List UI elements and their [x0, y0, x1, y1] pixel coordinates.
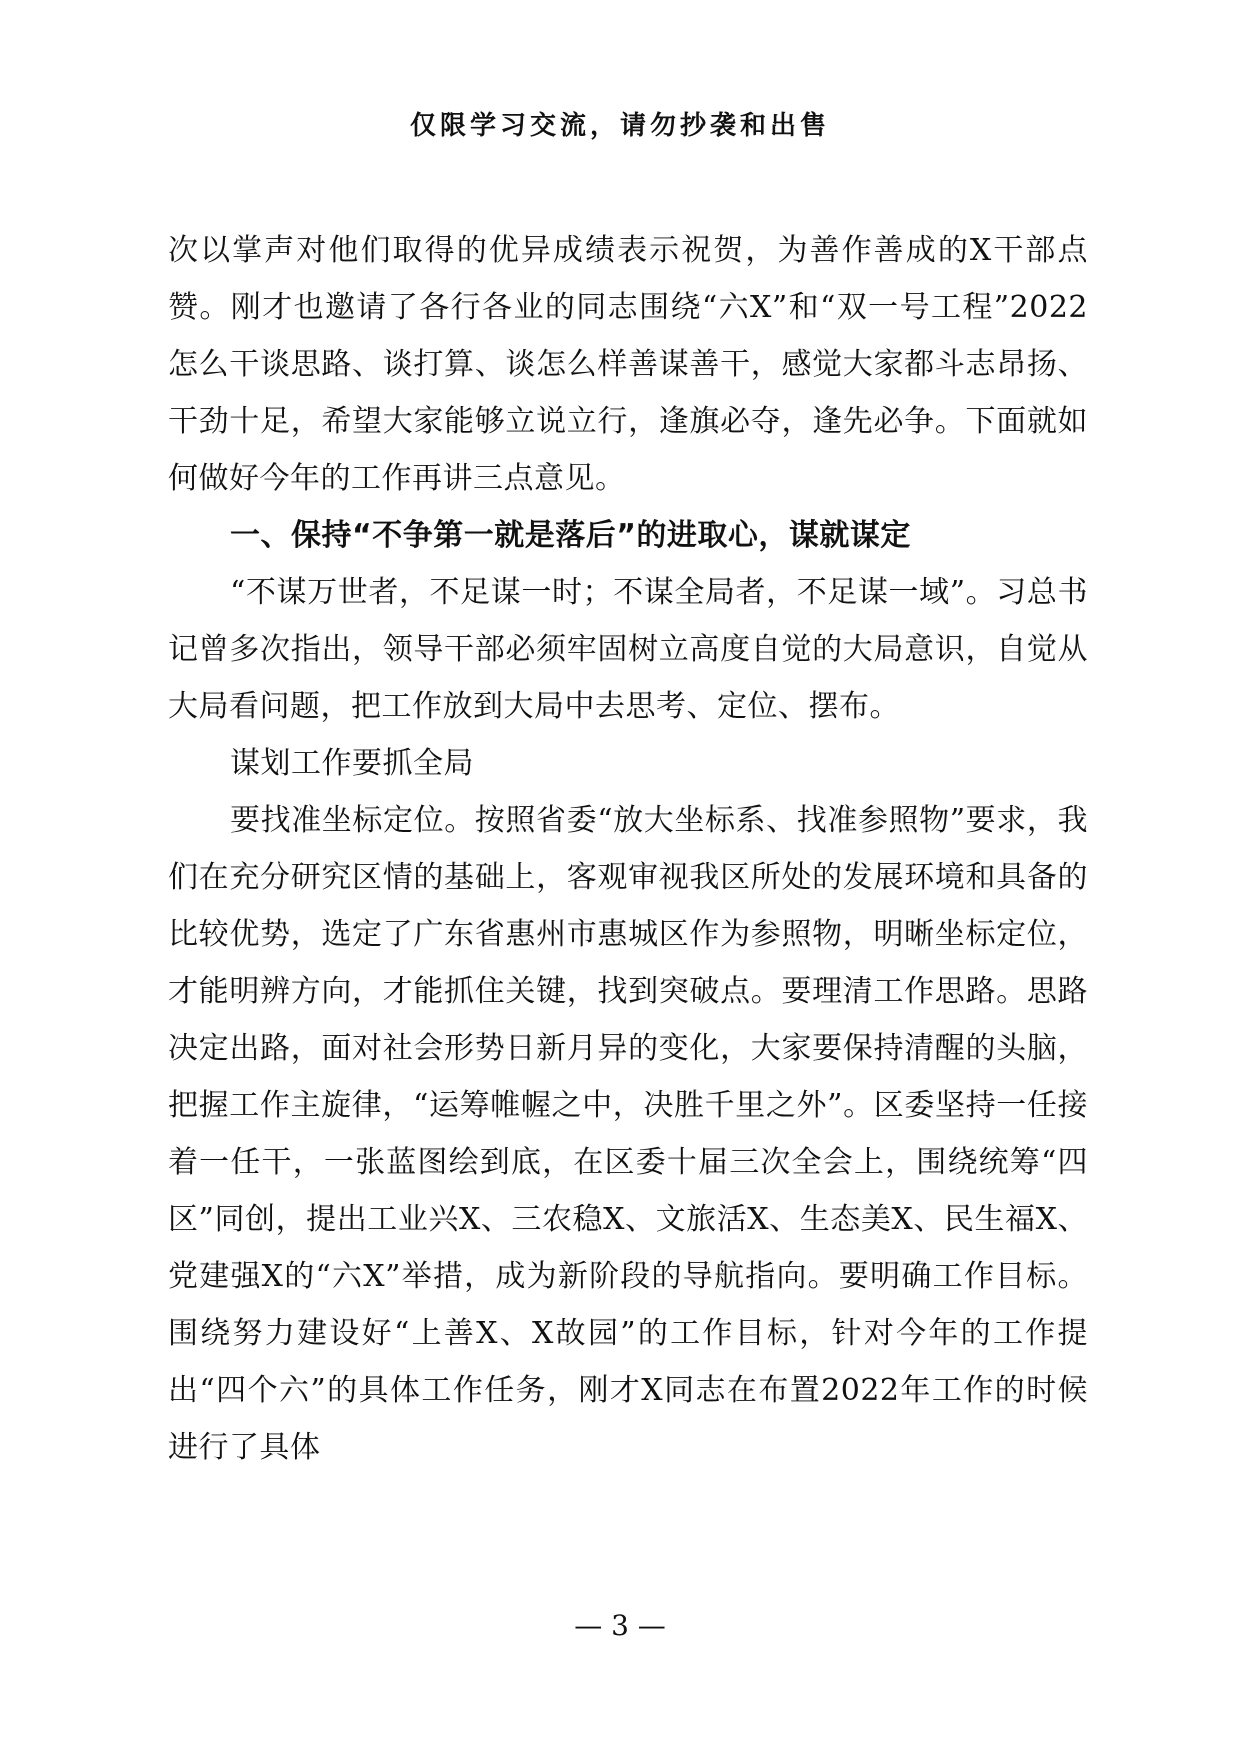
paragraph-continuation: 次以掌声对他们取得的优异成绩表示祝贺，为善作善成的X干部点赞。刚才也邀请了各行各业的同志围绕“六X”和“双一号工程”2022怎么干谈思路、谈打算、谈怎么样善谋善干，感觉大家都斗志昂扬、干劲十足，希望大家能够立说立行，逢旗必夺，逢先必争。下面就如何做好今年的工作再讲三点意见。 — [168, 233, 1088, 496]
page-number: — 3 — — [574, 1609, 666, 1642]
section-heading: 一、保持“不争第一就是落后”的进取心，谋就谋定 — [230, 518, 911, 553]
header-notice: 仅限学习交流，请勿抄袭和出售 — [409, 111, 830, 141]
subheading: 谋划工作要抓全局 — [230, 746, 474, 781]
paragraph-body: 要找准坐标定位。按照省委“放大坐标系、找准参照物”要求，我们在充分研究区情的基础上，客观审视我区所处的发展环境和具备的比较优势，选定了广东省惠州市惠城区作为参照物，明晰坐标定位，才能明辨方向，才能抓住关键，找到突破点。要理清工作思路。思路决定出路，面对社会形势日新月异的变化，大家要保持清醒的头脑，把握工作主旋律，“运筹帷幄之中，决胜千里之外”。区委坚持一任接着一任干，一张蓝图绘到底，在区委十届三次全会上，围绕统筹“四区”同创，提出工业兴X、三农稳X、文旅活X、生态美X、民生福X、党建强X的“六X”举措，成为新阶段的导航指向。要明确工作目标。围绕努力建设好“上善X、X故园”的工作目标，针对今年的工作提出“四个六”的具体工作任务，刚才X同志在布置2022年工作的时候进行了具体 — [168, 803, 1088, 1465]
body-text — [168, 222, 1088, 1476]
paragraph-quote: “不谋万世者，不足谋一时；不谋全局者，不足谋一域”。习总书记曾多次指出，领导干部必须牢固树立高度自觉的大局意识，自觉从大局看问题，把工作放到大局中去思考、定位、摆布。 — [168, 575, 1088, 724]
